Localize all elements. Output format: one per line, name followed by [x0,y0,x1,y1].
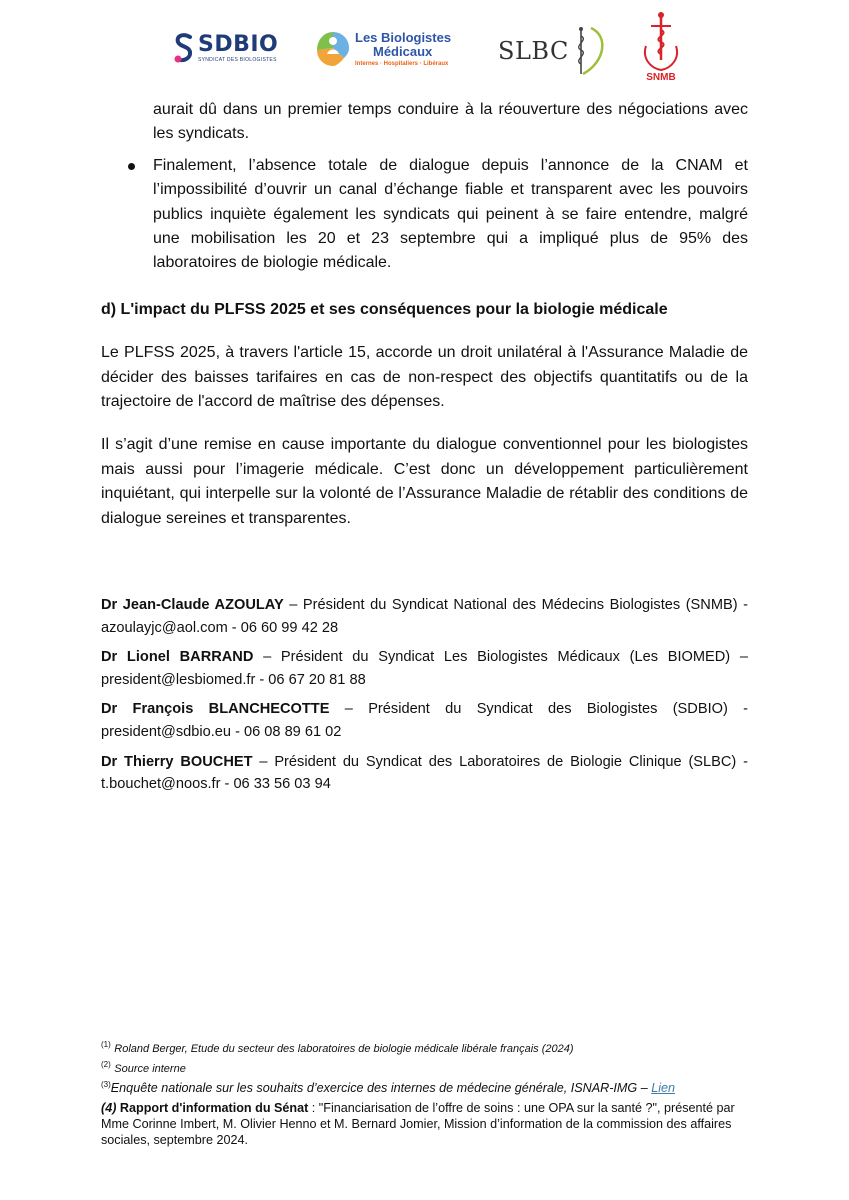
footnote-marker: (2) [101,1060,111,1070]
footnote-text: Enquête nationale sur les souhaits d’exercice des internes de médecine générale, ISNAR-IMG – [110,1081,652,1096]
signatory-details: – Président du Syndicat des Biologistes (SDBIO) - president@sdbio.eu - 06 08 89 61 02 [101,701,749,740]
slbc-caduceus-icon [569,22,609,80]
paragraph-2: Il s’agit d’une remise en cause importante du dialogue conventionnel pour les biologistes mais aussi pour l’imagerie médicale. C’est donc un développement particulièrement inquiétant, qui interpelle sur la volonté de l’Assurance Maladie de rétablir des conditions de dialogue sereines et transparentes. [101,436,748,527]
snmb-logo [640,10,682,83]
signatory-azoulay [101,594,748,639]
body-content [101,98,748,531]
biomed-logo-line1: Les Biologistes [355,30,452,45]
signatory-details: – Président du Syndicat Les Biologistes Médicaux (Les BIOMED) – president@lesbiomed.fr - 06 67 20 81 88 [101,649,748,688]
slbc-logo-name: SLBC [498,37,569,65]
biomed-logo [314,28,451,70]
footnote-4 [101,1100,748,1149]
signatory-blanchecotte [101,698,748,743]
signatory-details: – Président du Syndicat des Laboratoires de Biologie Clinique (SLBC) - t.bouchet@noos.fr - 06 33 56 03 94 [101,753,748,793]
header-logos [0,10,849,92]
footnote-text: Source interne [114,1063,186,1076]
footnotes [101,1040,748,1151]
footnote-text: Roland Berger, Etude du secteur des laboratoires de biologie médicale libérale français (2024) [114,1043,574,1055]
bullet-item [153,154,748,276]
sdbio-logo-name: SDBIO [198,31,279,57]
sdbio-logo-tagline: SYNDICAT DES BIOLOGISTES [198,56,277,63]
bullet-dot [128,163,135,170]
signatory-name: Dr François BLANCHECOTTE [101,701,330,718]
signatory-details: – Président du Syndicat National des Médecins Biologistes (SNMB) - azoulayjc@aol.com - 06 60 99 42 28 [101,597,748,636]
sdbio-logo [173,32,278,64]
snmb-rod-icon [640,10,682,74]
footnote-link[interactable]: Lien [651,1081,676,1096]
footnote-title: Rapport d'information du Sénat [119,1100,309,1115]
footnote-1 [101,1040,748,1057]
biomed-globe-icon [314,28,352,70]
signatory-name: Dr Lionel BARRAND [101,649,254,666]
signatory-barrand [101,646,748,691]
footnote-marker: (3) [101,1080,111,1090]
biomed-logo-tagline: Internes · Hospitaliers · Libéraux [355,61,449,67]
footnote-3 [101,1080,748,1096]
slbc-logo [498,22,609,80]
bullet-continuation: aurait dû dans un premier temps conduire à la réouverture des négociations avec les syndicats. [153,101,748,143]
biomed-logo-line2: Médicaux [373,44,433,59]
footnote-text: : "Financiarisation de l’offre de soins : une OPA sur la santé ?", présenté par Mme Corinne Imbert, M. Olivier Henno et M. Bernard Jomier, Mission d’information de la commission des affaires sociales, septembre 2024. [101,1100,735,1148]
sdbio-s-icon [173,32,195,64]
paragraph-1: Le PLFSS 2025, à travers l'article 15, accorde un droit unilatéral à l'Assurance Maladie de décider des baisses tarifaires en cas de non-respect des objectifs quantitatifs ou de la trajectoire de l'accord de maîtrise des dépenses. [101,344,748,411]
footnote-2 [101,1060,748,1077]
signatory-bouchet [101,751,748,796]
footnote-marker: (1) [101,1039,111,1049]
snmb-logo-name: SNMB [646,72,676,83]
section-heading: d) L'impact du PLFSS 2025 et ses conséquences pour la biologie médicale [101,300,668,318]
bullet-text: Finalement, l’absence totale de dialogue depuis l’annonce de la CNAM et l’impossibilité d’ouvrir un canal d’échange fiable et transparent avec les pouvoirs publics inquiète également les syndicats qui peinent à se faire entendre, malgré une mobilisation les 20 et 23 septembre qui a impliqué plus de 95% des laboratoires de biologie médicale. [153,156,748,272]
signatories [101,594,748,803]
signatory-name: Dr Thierry BOUCHET [101,753,253,770]
signatory-name: Dr Jean-Claude AZOULAY [101,597,284,613]
footnote-marker: (4) [101,1100,117,1115]
